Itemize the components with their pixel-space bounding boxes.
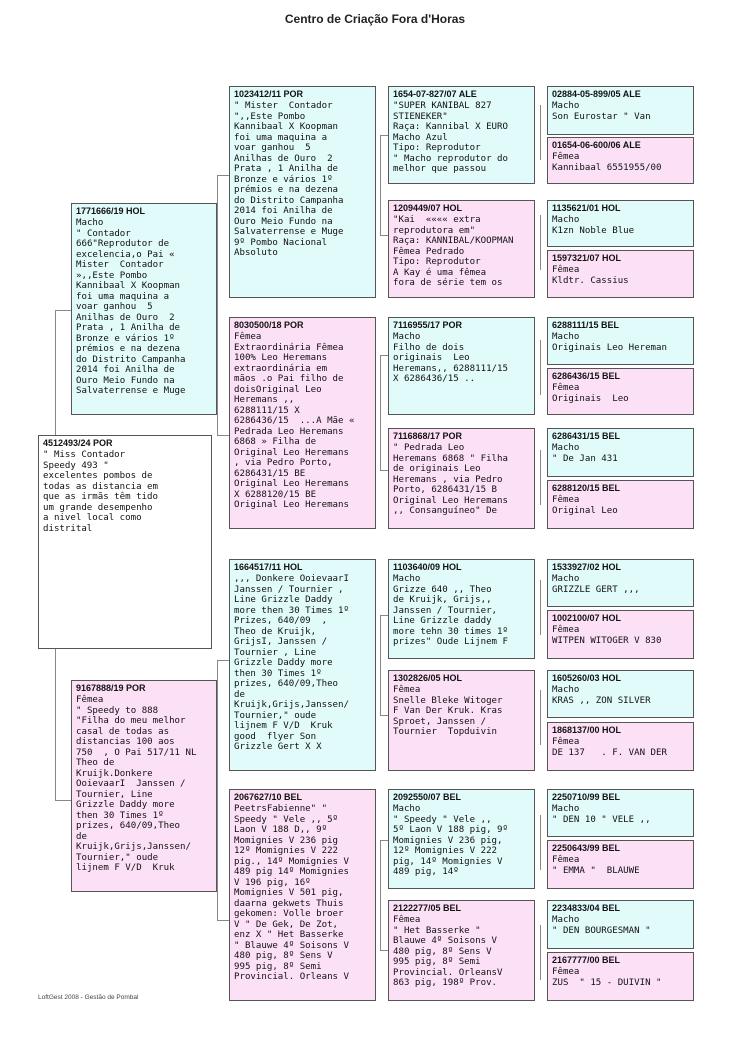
connector-line — [380, 235, 388, 236]
connector-line — [380, 840, 381, 950]
gen4-box[interactable] — [547, 610, 694, 659]
pigeon-description: Macho " DEN BOURGESMAN " — [552, 915, 651, 936]
connector-line — [217, 175, 229, 176]
ring-number: 01654-06-600/06 ALE — [552, 140, 641, 150]
ring-number: 02884-05-899/05 ALE — [552, 89, 641, 99]
dam-box[interactable] — [71, 680, 217, 892]
ring-number: 2250710/99 BEL — [552, 792, 621, 802]
ring-number: 6286431/15 BEL — [552, 431, 621, 441]
ring-number: 1302826/05 HOL — [393, 673, 463, 683]
connector-line — [217, 660, 218, 920]
footer-credit: LoftGest 2008 - Gestão de Pombal — [38, 994, 139, 1001]
connector-line — [217, 920, 229, 921]
gen4-box[interactable] — [547, 670, 694, 718]
gen4-box[interactable] — [547, 840, 694, 889]
pigeon-description: Macho Son Eurostar " Van — [552, 101, 651, 122]
pigeon-description: Fêmea Extraordinária Fêmea 100% Leo Heremans extraordinária em mãos .o Pai filho de doisOriginal Leo Heremans ,, 6288111/15 X 6286436/15 ...A Mãe « Pedrada Leo Heremans 6868 » Filha de Original Leo Heremans , via Pedro Porto, 6286431/15 BE Original Leo Heremans X 6288120/15 BE Original Leo Heremans — [234, 332, 355, 510]
gen4-box[interactable] — [547, 900, 694, 949]
ring-number: 1135621/01 HOL — [552, 203, 621, 213]
gen3-box[interactable] — [388, 86, 535, 184]
pigeon-description: Macho " DEN 10 " VELE ,, — [552, 804, 651, 825]
gen4-box[interactable] — [547, 428, 694, 477]
gen3-box[interactable] — [388, 428, 535, 529]
connector-line — [540, 105, 541, 160]
connector-line — [540, 450, 541, 505]
pigeon-description: Fêmea Originais Leo — [552, 383, 629, 404]
sire-sire-box[interactable] — [229, 86, 376, 298]
pigeon-description: Fêmea " EMMA " BLAUWE — [552, 855, 640, 876]
pigeon-description: Macho K1zn Noble Blue — [552, 215, 635, 236]
pigeon-description: Fêmea " Het Basserke " Blauwe 4º Soisons V 480 pig, 8º Sens V 995 pig, 8º Semi Provincial. OrleansV 863 pig, 198º Prov. — [393, 915, 503, 988]
connector-line — [380, 840, 388, 841]
connector-line — [380, 715, 388, 716]
pigeon-description: Macho " Contador 666"Reprodutor de excelencia,o Pai « Mister Contador »,,Este Pombo Kannibaal X Koopman foi uma maquina a voar ganhou 5 Anilhas de Ouro 2 Prata , 1 Anilha de Bronze e vários 1º prémios e na dezena do Distrito Campanha 2014 foi Anilha de Ouro Meio Fundo na Salvaterrense e Muge — [76, 218, 186, 396]
pigeon-description: Macho Filho de dois originais Leo Heremans,, 6288111/15 X 6286436/15 .. — [393, 332, 508, 384]
pigeon-description: Macho Originais Leo Hereman — [552, 332, 667, 353]
pigeon-description: Fêmea WITPEN WITOGER V 830 — [552, 625, 662, 646]
connector-line — [540, 340, 541, 395]
pigeon-description: "SUPER KANIBAL 827 STIENEKER" Raça: Kannibal X EURO Macho Azul Tipo: Reprodutor " Macho reprodutor do melhor que passou — [393, 101, 508, 174]
gen4-box[interactable] — [547, 137, 694, 184]
connector-line — [380, 135, 388, 136]
pigeon-description: Fêmea DE 137 . F. VAN DER — [552, 737, 667, 758]
ring-number: 8030500/18 POR — [234, 320, 304, 330]
connector-line — [380, 950, 388, 951]
gen3-box[interactable] — [388, 670, 535, 771]
gen3-box[interactable] — [388, 317, 535, 415]
ring-number: 2167777/00 BEL — [552, 955, 621, 965]
pigeon-description: " Miss Contador Speedy 493 " excelentes pombos de todas as distancia em que as irmãs têm tido um grande desempenho a nivel local como distrital — [43, 450, 158, 534]
sire-box[interactable] — [71, 203, 217, 415]
pigeon-description: Macho KRAS ,, ZON SILVER — [552, 685, 651, 706]
ring-number: 2234833/04 BEL — [552, 903, 621, 913]
connector-line — [380, 135, 381, 235]
connector-line — [380, 355, 381, 470]
connector-line — [540, 815, 541, 870]
pigeon-description: Macho " De Jan 431 — [552, 443, 618, 464]
ring-number: 7116868/17 POR — [393, 431, 463, 441]
ring-number: 2092550/07 BEL — [393, 792, 462, 802]
connector-line — [217, 175, 218, 435]
ring-number: 2250643/99 BEL — [552, 843, 621, 853]
gen4-box[interactable] — [547, 952, 694, 1001]
ring-number: 6286436/15 BEL — [552, 371, 621, 381]
pigeon-description: ,,, Donkere OoievaarI Janssen / Tournier , Line Grizzle Daddy more then 30 Times 1º Prizes, 640/09 , Theo de Kruijk, GrijsI, Janssen / Tournier , Line Grizzle Daddy more then 30 Times 1º prizes, 640/09,Theo de Kruijk,Grijs,Janssen/ Tournier," oude lijnem F V/D Kruk good flyer Son Grizzle Gert X X — [234, 574, 349, 752]
gen4-box[interactable] — [547, 722, 694, 771]
ring-number: 1605260/03 HOL — [552, 673, 622, 683]
ring-number: 1103640/09 HOL — [393, 562, 462, 572]
page-title: Centro de Criação Fora d'Horas — [284, 12, 466, 26]
connector-line — [540, 690, 541, 745]
connector-line — [540, 580, 541, 635]
pigeon-description: Fêmea ZUS " 15 - DUIVIN " — [552, 967, 662, 988]
connector-line — [380, 615, 388, 616]
connector-line — [380, 355, 388, 356]
pigeon-description: Macho Grizze 640 ,, Theo de Kruijk, Grijs,, Janssen / Tournier, Line Grizzle daddy more tehn 30 times 1º prizes" Oude Lijnem F — [393, 574, 508, 647]
pigeon-description: Fêmea Kldtr. Cassius — [552, 265, 629, 286]
ring-number: 1002100/07 HOL — [552, 613, 622, 623]
subject-pigeon-box[interactable] — [38, 435, 212, 649]
ring-number: 1664517/11 HOL — [234, 562, 303, 572]
connector-line — [380, 615, 381, 715]
ring-number: 7116955/17 POR — [393, 320, 463, 330]
gen4-box[interactable] — [547, 559, 694, 607]
dam-dam-box[interactable] — [229, 789, 376, 1001]
gen3-box[interactable] — [388, 900, 535, 1001]
pigeon-description: Fêmea Kannibaal 6551955/00 — [552, 152, 662, 173]
ring-number: 1533927/02 HOL — [552, 562, 622, 572]
gen3-box[interactable] — [388, 200, 535, 298]
pigeon-description: " Pedrada Leo Heremans 6868 " Filha de originais Leo Heremans , via Pedro Porto, 6286431/15 B Original Leo Heremans ,, Consanguíneo" De — [393, 443, 508, 516]
ring-number: 1023412/11 POR — [234, 89, 304, 99]
pigeon-description: "Kai «««« extra reprodutora em" Raça: KANNIBAL/KOOPMAN Fêmea Pedrado Tipo: Reprodutor A Kay é uma fêmea fora de série tem os — [393, 215, 514, 288]
connector-line — [55, 800, 71, 801]
gen3-box[interactable] — [388, 789, 535, 889]
gen3-box[interactable] — [388, 559, 535, 659]
pigeon-description: PeetrsFabienne" " Speedy " Vele ,, 5º Laon V 188 D,, 9º Momignies V 236 pig 12º Momignies V 222 pig., 14º Momignies V 489 pig 14º Momignies V 196 pig, 16º Momignies V 501 pig, daarna gekwets Thuis gekomen: Volle broer V " De Gek, De Zot, enz X " Het Basserke " Blauwe 4º Soisons V 480 pig, 8º Sens V 995 pig, 8º Semi Provincial. Orleans V — [234, 804, 349, 982]
pigeon-description: Fêmea Original Leo — [552, 495, 618, 516]
ring-number: 2122277/05 BEL — [393, 903, 462, 913]
connector-line — [217, 660, 229, 661]
ring-number: 1771666/19 HOL — [76, 206, 146, 216]
ring-number: 4512493/24 POR — [43, 438, 113, 448]
gen4-box[interactable] — [547, 480, 694, 529]
ring-number: 1868137/00 HOL — [552, 725, 622, 735]
connector-line — [380, 470, 388, 471]
gen4-box[interactable] — [547, 317, 694, 365]
pigeon-description: " Mister Contador ",,Este Pombo Kannibaal X Koopman foi uma maquina a voar ganhou 5 Anilhas de Ouro 2 Prata , 1 Anilha de Bronze e vários 1º prémios e na dezena do Distrito Campanha 2014 foi Anilha de Ouro Meio Fundo na Salvaterrense e Muge 9º Pombo Nacional Absoluto — [234, 101, 344, 258]
ring-number: 2067627/10 BEL — [234, 792, 303, 802]
sire-dam-box[interactable] — [229, 317, 376, 529]
ring-number: 1654-07-827/07 ALE — [393, 89, 477, 99]
connector-line — [540, 215, 541, 270]
gen4-box[interactable] — [547, 86, 694, 135]
pigeon-description: Fêmea " Speedy to 888 "Filha do meu melhor casal de todas as distancias 100 aos 750 , O Pai 517/11 NL Theo de Kruijk.Donkere OoievaarI Janssen / Tournier, Line Grizzle Daddy more then 30 Times 1º prizes, 640/09,Theo de Kruijk,Grijs,Janssen/ Tournier," oude lijnem F V/D Kruk — [76, 695, 197, 873]
connector-line — [55, 310, 71, 311]
dam-sire-box[interactable] — [229, 559, 376, 771]
ring-number: 1209449/07 HOL — [393, 203, 463, 213]
gen4-box[interactable] — [547, 250, 694, 298]
pigeon-description: Macho GRIZZLE GERT ,,, — [552, 574, 640, 595]
gen4-box[interactable] — [547, 789, 694, 837]
gen4-box[interactable] — [547, 368, 694, 415]
ring-number: 6288120/15 BEL — [552, 483, 621, 493]
ring-number: 6288111/15 BEL — [552, 320, 620, 330]
ring-number: 1597321/07 HOL — [552, 253, 622, 263]
pigeon-description: Fêmea Snelle Bleke Witoger F Van Der Kruk. Kras Sproet, Janssen / Tournier Topduivin — [393, 685, 503, 737]
pigeon-description: Macho " Speedy " Vele ,, 5º Laon V 188 pig, 9º Momignies V 236 pig, 12º Momignies V 222 pig, 14º Momignies V 489 pig, 14º — [393, 804, 508, 877]
connector-line — [540, 925, 541, 980]
gen4-box[interactable] — [547, 200, 694, 247]
connector-line — [217, 435, 229, 436]
ring-number: 9167888/19 POR — [76, 683, 146, 693]
